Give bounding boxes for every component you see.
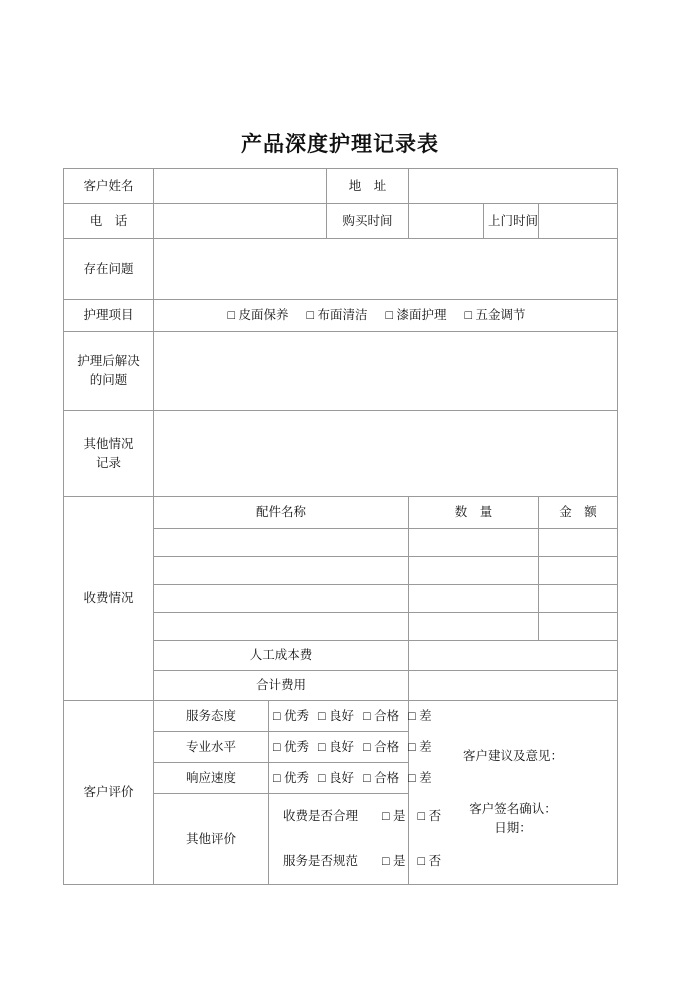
- other-eval-item-text: 服务是否规范: [283, 854, 359, 868]
- other-eval-label: 其他评价: [154, 794, 269, 885]
- eval-option-excellent[interactable]: □ 优秀: [273, 770, 310, 785]
- fee-header-qty: 数 量: [409, 497, 539, 529]
- other-eval-item-text: 收费是否合理: [283, 809, 359, 824]
- table-row-care-items: [64, 300, 618, 332]
- fee-item-amount[interactable]: [539, 585, 618, 613]
- total-cost-field[interactable]: [409, 671, 618, 701]
- eval-criterion-options: [269, 701, 432, 732]
- fee-item-name[interactable]: [154, 585, 409, 613]
- eval-option-pass[interactable]: □ 合格: [363, 770, 400, 785]
- care-item-label: 护理项目: [64, 300, 154, 332]
- eval-option-excellent[interactable]: □ 优秀: [273, 739, 310, 754]
- customer-name-field[interactable]: [154, 169, 327, 204]
- fee-header-amount: 金 额: [539, 497, 618, 529]
- eval-criterion-label: 响应速度: [154, 763, 269, 794]
- fee-header-part-name: 配件名称: [154, 497, 409, 529]
- address-field[interactable]: [409, 169, 618, 204]
- after-care-field[interactable]: [154, 332, 618, 411]
- purchase-time-field[interactable]: [409, 204, 484, 239]
- eval-criterion-options: [269, 732, 432, 763]
- table-row-customer: [64, 169, 618, 204]
- existing-problem-label: 存在问题: [64, 239, 154, 300]
- eval-criterion-label: 服务态度: [154, 701, 269, 732]
- phone-field[interactable]: [154, 204, 327, 239]
- other-eval-yes[interactable]: □ 是: [382, 854, 406, 868]
- eval-option-good[interactable]: □ 良好: [318, 708, 355, 723]
- table-row-fee-header: [64, 497, 618, 529]
- care-option-paint[interactable]: □ 漆面护理: [385, 308, 447, 323]
- care-item-options: [154, 300, 618, 332]
- eval-option-pass[interactable]: □ 合格: [363, 708, 400, 723]
- other-eval-no[interactable]: □ 否: [417, 809, 442, 824]
- eval-option-poor[interactable]: □ 差: [408, 708, 432, 723]
- labor-cost-label: 人工成本费: [154, 641, 409, 671]
- other-record-label-line1: 其他情况: [83, 436, 134, 451]
- address-label: 地 址: [327, 169, 409, 204]
- other-record-label-line2: 记录: [95, 455, 121, 470]
- care-record-form: [63, 168, 618, 885]
- fee-item-qty[interactable]: [409, 585, 539, 613]
- eval-option-pass[interactable]: □ 合格: [363, 739, 400, 754]
- fee-item-qty[interactable]: [409, 557, 539, 585]
- fee-item-name[interactable]: [154, 557, 409, 585]
- visit-time-label: 上门时间: [484, 204, 539, 239]
- after-care-label-line1: 护理后解决: [77, 354, 140, 369]
- other-record-field[interactable]: [154, 411, 618, 497]
- visit-time-field[interactable]: [539, 204, 618, 239]
- suggestion-label: 客户建议及意见：: [462, 749, 563, 764]
- table-row-after-care: [64, 332, 618, 411]
- eval-option-excellent[interactable]: □ 优秀: [273, 708, 310, 723]
- fee-item-amount[interactable]: [539, 529, 618, 557]
- eval-option-poor[interactable]: □ 差: [408, 739, 432, 754]
- purchase-time-label: 购买时间: [327, 204, 409, 239]
- after-care-label: [64, 332, 154, 411]
- eval-option-good[interactable]: □ 良好: [318, 770, 355, 785]
- customer-name-label: 客户姓名: [64, 169, 154, 204]
- labor-cost-field[interactable]: [409, 641, 618, 671]
- table-row-phone: [64, 204, 618, 239]
- phone-label: 电 话: [64, 204, 154, 239]
- table-row-existing-problem: [64, 239, 618, 300]
- eval-criterion-label: 专业水平: [154, 732, 269, 763]
- after-care-label-line2: 的问题: [89, 373, 128, 387]
- other-eval-item: [273, 807, 442, 826]
- other-eval-items: [269, 794, 442, 885]
- care-option-fabric[interactable]: □ 布面清洁: [306, 308, 368, 323]
- date-label: 日期：: [494, 820, 532, 835]
- evaluation-section-label: 客户评价: [64, 701, 154, 885]
- eval-criterion-options: [269, 763, 432, 794]
- fee-item-name[interactable]: [154, 613, 409, 641]
- page-title: 产品深度护理记录表: [241, 133, 439, 156]
- existing-problem-field[interactable]: [154, 239, 618, 300]
- fee-item-name[interactable]: [154, 529, 409, 557]
- table-row-other-record: [64, 411, 618, 497]
- other-eval-yes[interactable]: □ 是: [382, 809, 406, 824]
- fee-item-qty[interactable]: [409, 613, 539, 641]
- fee-item-qty[interactable]: [409, 529, 539, 557]
- other-eval-item: [273, 852, 442, 871]
- table-row-eval-service-attitude: [64, 701, 618, 732]
- signature-label: 客户签名确认：: [469, 802, 557, 817]
- fee-item-amount[interactable]: [539, 557, 618, 585]
- eval-option-poor[interactable]: □ 差: [408, 770, 432, 785]
- other-eval-no[interactable]: □ 否: [417, 854, 442, 868]
- eval-option-good[interactable]: □ 良好: [318, 739, 355, 754]
- other-record-label: [64, 411, 154, 497]
- fee-section-label: 收费情况: [64, 497, 154, 701]
- care-option-hardware[interactable]: □ 五金调节: [464, 308, 526, 323]
- care-option-leather[interactable]: □ 皮面保养: [227, 308, 289, 323]
- fee-item-amount[interactable]: [539, 613, 618, 641]
- total-cost-label: 合计费用: [154, 671, 409, 701]
